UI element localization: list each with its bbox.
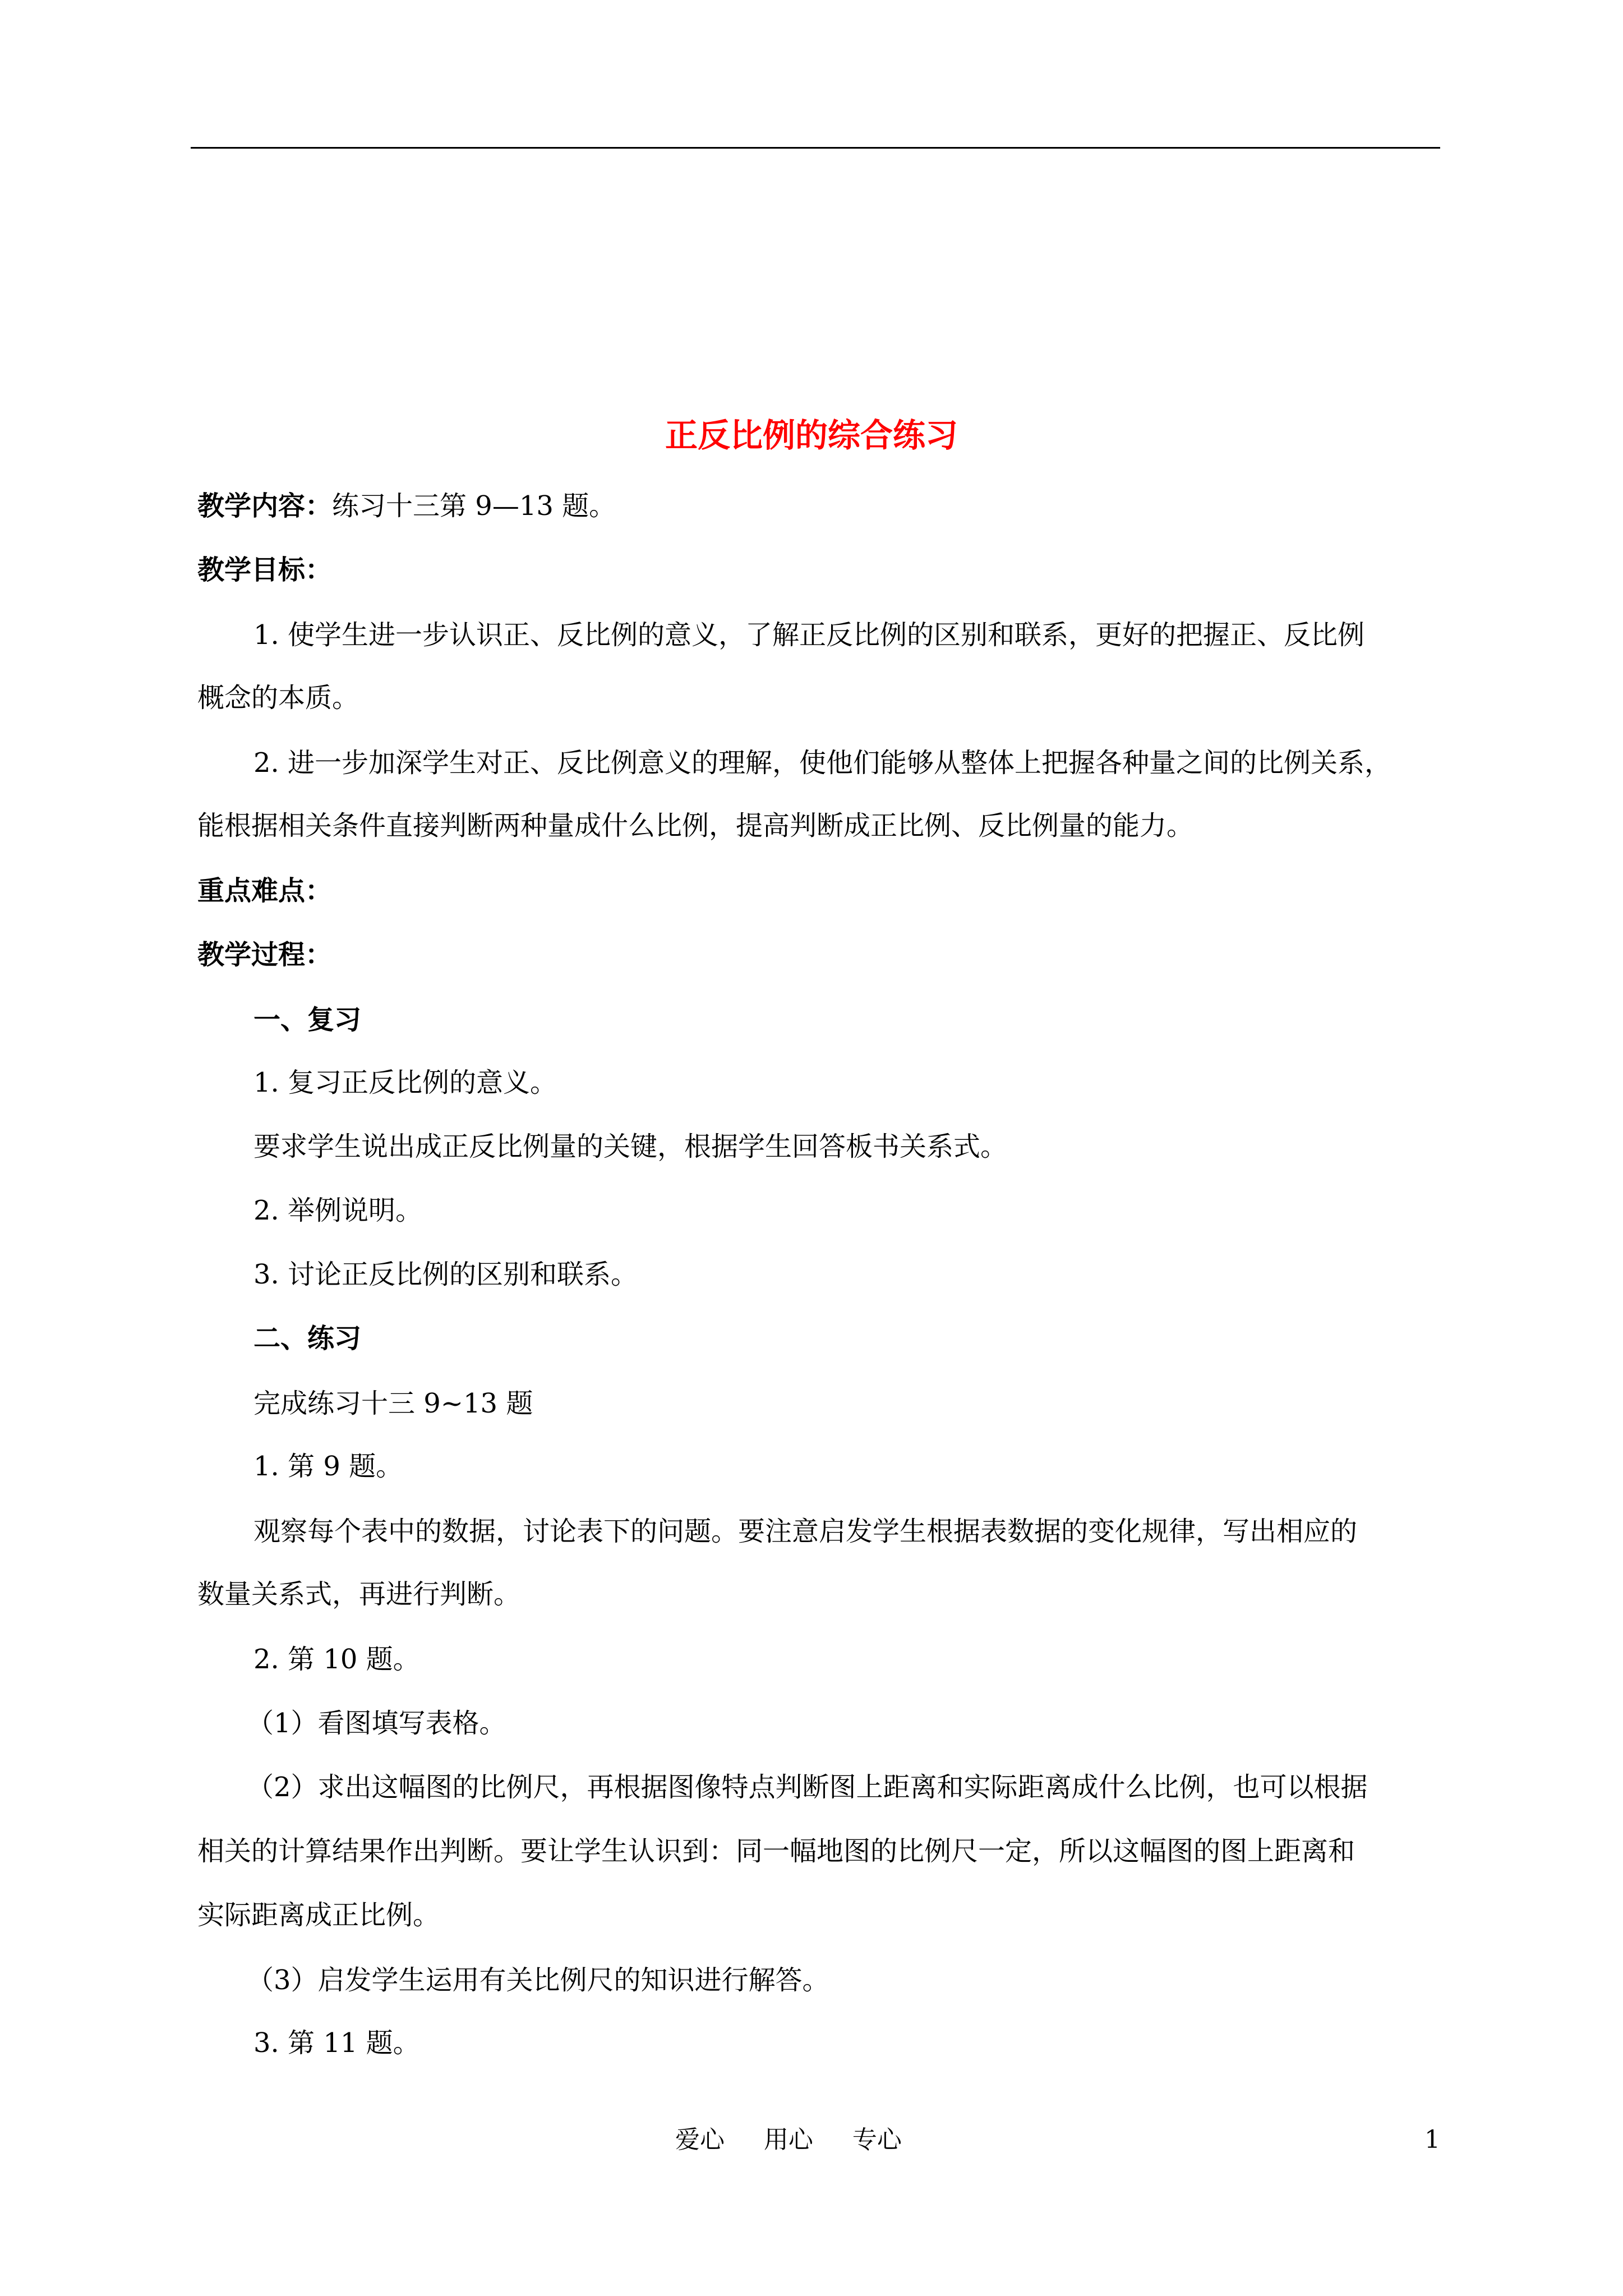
goals-heading: 教学目标： xyxy=(197,554,333,586)
practice-q10-step-2-line-1: （2）求出这幅图的比例尺，再根据图像特点判断图上距离和实际距离成什么比例，也可以根据 xyxy=(247,1772,1368,1803)
review-heading: 一、复习 xyxy=(253,1004,362,1036)
content-text: 练习十三第 9—13 题。 xyxy=(332,490,616,522)
footer-motto: 爱心 用心 专心 xyxy=(675,2125,902,2154)
review-item-1: 1. 复习正反比例的意义。 xyxy=(253,1067,557,1098)
practice-q11: 3. 第 11 题。 xyxy=(253,2027,420,2059)
content-line xyxy=(197,488,616,524)
goal-item-1-line-1: 1. 使学生进一步认识正、反比例的意义，了解正反比例的区别和联系，更好的把握正、反比例 xyxy=(253,619,1365,651)
review-item-1-note: 要求学生说出成正反比例量的关键，根据学生回答板书关系式。 xyxy=(253,1131,1008,1162)
content-label: 教学内容： xyxy=(197,490,333,522)
header-rule xyxy=(191,147,1440,149)
practice-intro: 完成练习十三 9~13 题 xyxy=(253,1388,533,1419)
goal-item-2-line-1: 2. 进一步加深学生对正、反比例意义的理解，使他们能够从整体上把握各种量之间的比例关系， xyxy=(253,747,1392,779)
practice-q10-step-1: （1）看图填写表格。 xyxy=(247,1708,506,1739)
page-number: 1 xyxy=(1424,2125,1440,2154)
process-heading: 教学过程： xyxy=(197,939,333,970)
goal-item-1-line-2: 概念的本质。 xyxy=(197,682,359,714)
practice-q10: 2. 第 10 题。 xyxy=(253,1644,420,1675)
practice-q9-note-line-2: 数量关系式，再进行判断。 xyxy=(197,1579,521,1610)
practice-q9-note-line-1: 观察每个表中的数据，讨论表下的问题。要注意启发学生根据表数据的变化规律，写出相应的 xyxy=(253,1516,1358,1547)
practice-q10-step-3: （3）启发学生运用有关比例尺的知识进行解答。 xyxy=(247,1964,829,1996)
practice-q10-step-2-line-2: 相关的计算结果作出判断。要让学生认识到：同一幅地图的比例尺一定，所以这幅图的图上距离和 xyxy=(197,1835,1355,1867)
practice-q9: 1. 第 9 题。 xyxy=(253,1451,403,1482)
review-item-2: 2. 举例说明。 xyxy=(253,1195,423,1226)
practice-heading: 二、练习 xyxy=(253,1323,362,1354)
practice-q10-step-2-line-3: 实际距离成正比例。 xyxy=(197,1899,440,1931)
key-points-heading: 重点难点： xyxy=(197,875,333,907)
goal-item-2-line-2: 能根据相关条件直接判断两种量成什么比例，提高判断成正比例、反比例量的能力。 xyxy=(197,810,1194,841)
document-title: 正反比例的综合练习 xyxy=(665,416,958,454)
review-item-3: 3. 讨论正反比例的区别和联系。 xyxy=(253,1259,638,1290)
